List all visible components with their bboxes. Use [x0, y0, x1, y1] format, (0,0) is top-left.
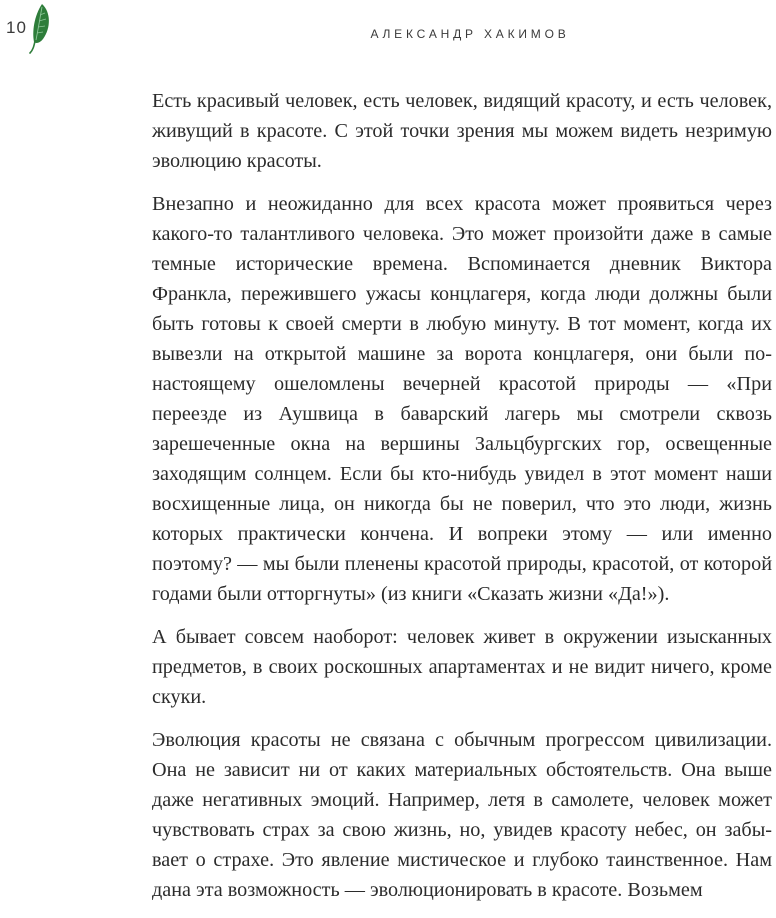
paragraph: А бывает совсем наоборот: человек живет в окружении изысканных предметов, в своих роскошных апартаментах и не видит ничего, кроме скуки. [152, 626, 772, 708]
running-head: АЛЕКСАНДР ХАКИМОВ [370, 27, 570, 41]
paragraph: Внезапно и неожиданно для всех красота может проявиться через какого-то талантливого человека. Это может произойти даже в самые темные исторические времена. Вспоминается дневник Виктора Франкла, пережившего ужасы концлагеря, когда люди должны были быть готовы к своей смерти в любую минуту. В тот момент, когда их вывезли на открытой машине за ворота концлагеря, они были по-настоящему ошеломлены вечерней красотой природы — «При переезде из Аушвица в баварский лагерь мы смотрели сквозь зарешеченные окна на вершины Зальцбургских гор, освещенные заходящим солнцем. Если бы кто-нибудь увидел в этот момент наши восхищенные лица, он никогда бы не поверил, что это люди, жизнь которых практически кончена. И вопреки этому — или именно поэтому? — мы были пленены красотой природы, красотой, от которой годами были отторгнуты» (из книги «Сказать жизни «Да!»). [152, 193, 772, 605]
page-number: 10 [6, 18, 27, 37]
paragraph: Эволюция красоты не связана с обычным прогрессом цивилизации. Она не зависит ни от каких материальных обстоятельств. Она выше даже негативных эмоций. Например, летя в самолете, человек может чувствовать страх за свою жизнь, но, увидев красоту небес, он забывает о страхе. Это явление мистическое и глубоко таинственное. Нам дана эта возможность — эволюционировать в красоте. Возьмем [152, 729, 772, 901]
paragraph: Есть красивый человек, есть человек, видящий красоту, и есть человек, живущий в красоте. С этой точки зрения мы можем видеть незримую эволюцию красоты. [152, 90, 772, 172]
body-text [152, 86, 772, 918]
